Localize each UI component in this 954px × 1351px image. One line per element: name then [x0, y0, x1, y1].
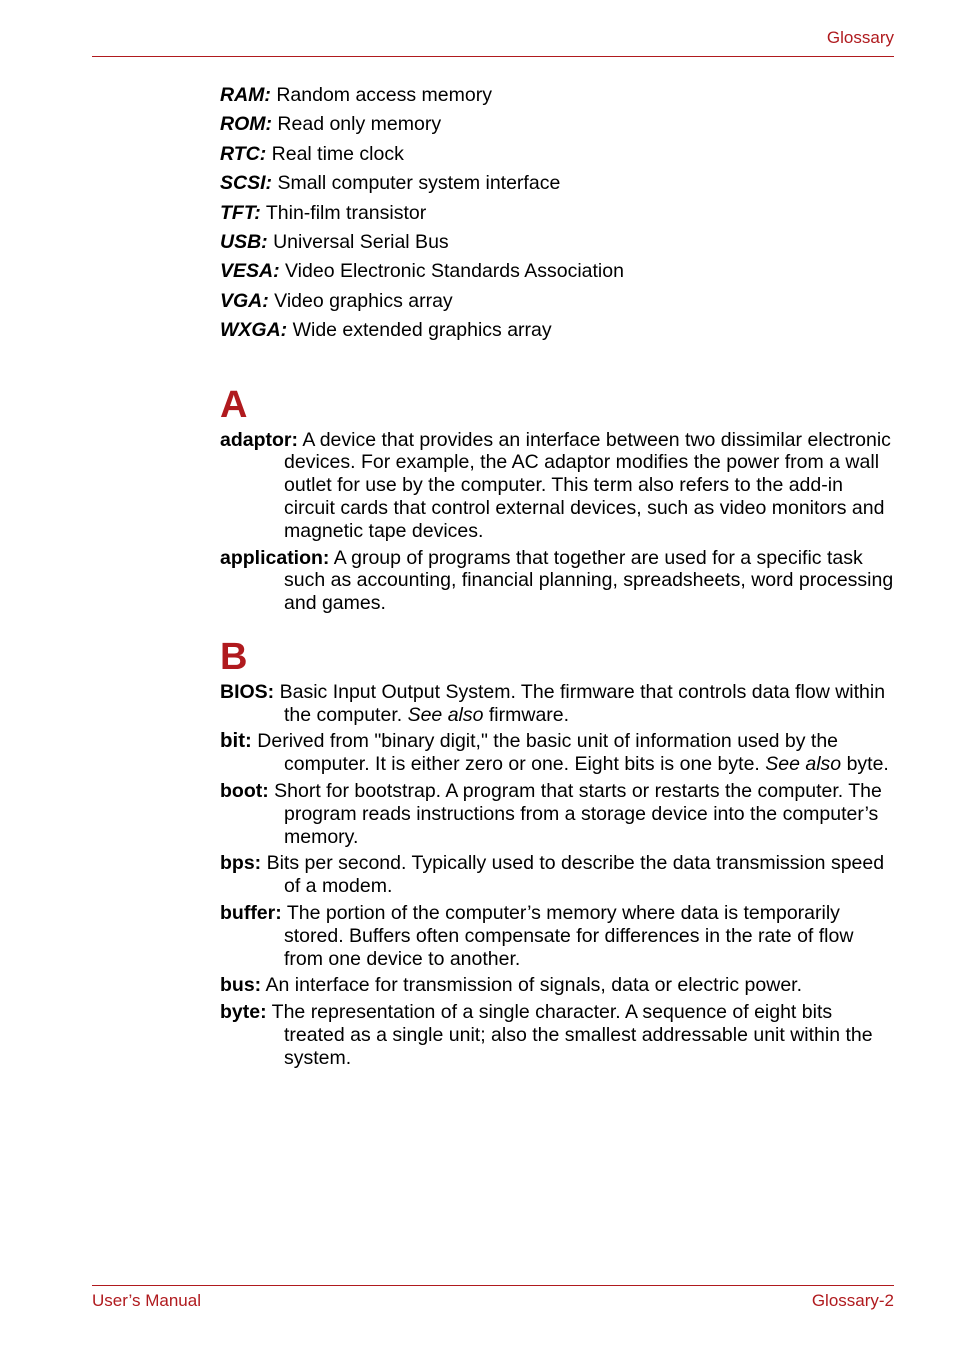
abbreviation-item [220, 143, 894, 172]
entry-definition: Derived from "binary digit," the basic unit of information used by the computer. It is either zero or one. Eight bits is one byte. [257, 730, 839, 776]
abbreviation-definition: Universal Serial Bus [273, 230, 449, 253]
abbreviation-term: VGA: [220, 289, 269, 312]
section-b-entries [220, 681, 894, 1070]
header-title: Glossary [826, 28, 894, 47]
see-also-target: byte. [846, 753, 889, 776]
abbreviation-term: USB: [220, 230, 268, 253]
entry-definition: An interface for transmission of signals, data or electric power. [265, 974, 803, 997]
entry-term: bit: [220, 729, 252, 753]
entry-definition: Short for bootstrap. A program that starts or restarts the computer. The program reads instructions from a storage device into the computer’s memory. [274, 780, 882, 848]
abbreviation-item [220, 290, 894, 319]
abbreviation-term: WXGA: [220, 319, 288, 342]
see-also-label: See also [765, 753, 842, 776]
entry-definition: The portion of the computer’s memory where data is temporarily stored. Buffers often compensate for differences in the rate of flow from one device to another. [284, 902, 854, 970]
entry-term: boot: [220, 780, 269, 803]
entry-term: buffer: [220, 902, 282, 925]
entry-term: BIOS: [220, 680, 275, 703]
entry-definition: Basic Input Output System. The firmware that controls data flow within the computer. [279, 680, 886, 726]
abbreviation-item [220, 84, 894, 113]
footer-rule [92, 1285, 894, 1286]
entry-term: adaptor: [220, 428, 298, 451]
glossary-entry [220, 852, 894, 898]
abbreviation-definition: Video Electronic Standards Association [285, 260, 624, 283]
abbreviation-definition: Wide extended graphics array [292, 319, 552, 342]
entry-definition: A group of programs that together are used for a specific task such as accounting, financial planning, spreadsheets, word processing and games. [284, 546, 894, 615]
abbreviation-definition: Random access memory [276, 84, 492, 106]
abbreviation-term: ROM: [220, 113, 272, 136]
entry-definition: Bits per second. Typically used to describe the data transmission speed of a modem. [266, 852, 885, 898]
glossary-content [220, 84, 894, 1074]
entry-definition: A device that provides an interface between two dissimilar electronic devices. For example, the AC adaptor modifies the power from a wall outlet for use by the computer. This term also refers to the add-in circuit cards that control external devices, such as video monitors and magnetic tape devices. [284, 428, 891, 542]
section-heading-b: B [220, 635, 248, 678]
entry-term: bps: [220, 852, 262, 875]
footer-page-number: Glossary-2 [811, 1291, 894, 1310]
abbreviation-item [220, 260, 894, 289]
entry-term: byte: [220, 1001, 267, 1024]
abbreviation-definition: Thin-film transistor [265, 201, 427, 224]
abbreviation-term: SCSI: [220, 172, 273, 195]
glossary-entry [220, 730, 894, 776]
entry-term: bus: [220, 974, 262, 997]
abbreviation-item [220, 231, 894, 260]
glossary-entry [220, 1001, 894, 1069]
abbreviation-definition: Small computer system interface [277, 172, 561, 195]
abbreviation-item [220, 172, 894, 201]
entry-term: application: [220, 546, 330, 569]
glossary-entry [220, 429, 894, 543]
abbreviation-term: VESA: [220, 260, 280, 283]
abbreviation-term: RTC: [220, 142, 267, 165]
abbreviation-item [220, 202, 894, 231]
header-rule [92, 56, 894, 57]
glossary-entry [220, 547, 894, 615]
glossary-entry [220, 974, 894, 997]
abbreviation-item [220, 113, 894, 142]
glossary-entry [220, 681, 894, 727]
abbreviation-definition: Real time clock [271, 142, 404, 165]
section-heading-a: A [220, 383, 248, 426]
see-also-target: firmware. [488, 703, 570, 726]
section-a-entries [220, 429, 894, 615]
abbreviation-definition: Video graphics array [274, 289, 453, 312]
abbreviation-item [220, 319, 894, 348]
glossary-entry [220, 780, 894, 848]
abbreviation-term: RAM: [220, 84, 271, 106]
abbreviation-term: TFT: [220, 201, 261, 224]
footer-manual-title: User’s Manual [92, 1291, 201, 1310]
see-also-label: See also [407, 703, 484, 726]
abbreviation-definition: Read only memory [277, 113, 442, 136]
abbreviation-list [220, 84, 894, 349]
entry-definition: The representation of a single character. A sequence of eight bits treated as a single unit; also the smallest addressable unit within the system. [271, 1001, 873, 1069]
glossary-entry [220, 902, 894, 970]
